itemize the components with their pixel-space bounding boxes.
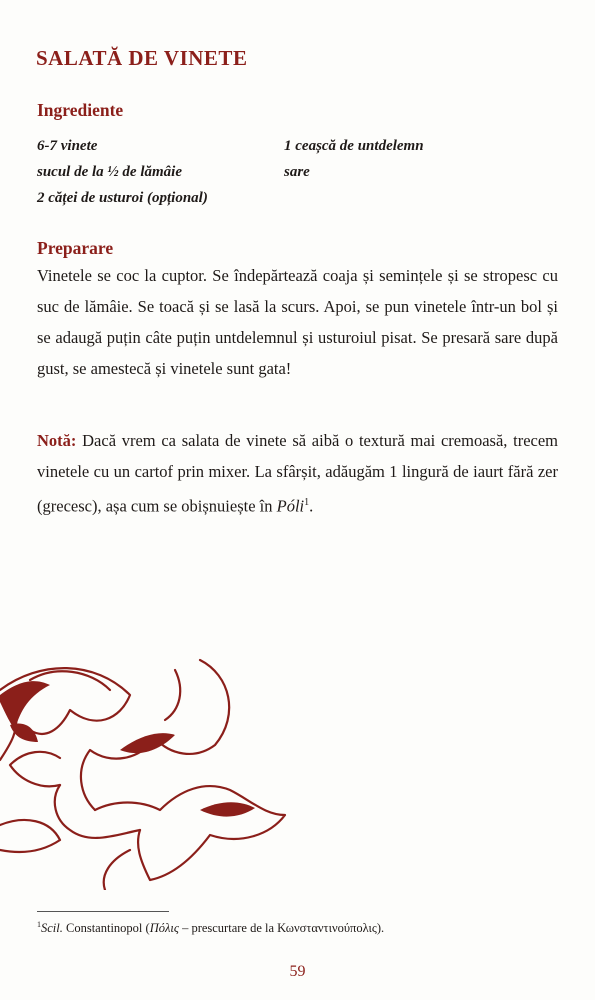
note-paragraph [37, 425, 558, 522]
note-end: . [309, 496, 314, 516]
footnote [37, 917, 567, 936]
vine-leaf-ornament-icon [0, 650, 300, 890]
ingredient-item: 2 căței de usturoi (opțional) [37, 190, 208, 206]
preparation-heading: Preparare [37, 238, 114, 258]
note-text: Dacă vrem ca salata de vinete să aibă o textură mai cremoasă, trecem vinetele cu un cartof prin mixer. La sfârșit, adăugăm 1 lingură de iaurt fără zer (grecesc), așa cum se obișnuiește în [37, 431, 558, 516]
footnote-text-a: Constantinopol ( [62, 921, 150, 936]
footnote-greek-full: Κωνσταντινούπολις [277, 921, 377, 936]
ingredients-heading: Ingrediente [37, 100, 124, 120]
footnote-reference[interactable]: 1 [304, 497, 310, 508]
ingredient-item: 1 ceașcă de untdelemn [284, 138, 424, 154]
footnote-abbr: Scil. [41, 921, 63, 936]
footnote-rule [37, 911, 169, 912]
ingredients-list-right [284, 133, 424, 185]
footnote-greek-short: Πόλις [149, 921, 179, 936]
recipe-title: SALATĂ DE VINETE [36, 46, 248, 70]
page-number: 59 [289, 963, 306, 980]
footnote-text-c: ). [376, 921, 385, 936]
note-italic-word: Póli [276, 496, 305, 516]
footnote-text-b: – prescurtare de la [178, 921, 278, 936]
note-label: Notă: [37, 431, 77, 450]
preparation-text: Vinetele se coc la cuptor. Se îndepărtează coaja și semințele și se stropesc cu suc de lămâie. Se toacă și se lasă la scurs. Apoi, se pun vinetele într-un bol și se adaugă puțin câte puțin untdelemnul și usturoiul pisat. Se presară sare după gust, se amestecă și vinetele sunt gata! [37, 266, 558, 378]
footnote-marker: 1 [37, 920, 41, 929]
ingredient-item: 6-7 vinete [37, 138, 98, 154]
ingredient-item: sucul de la ½ de lămâie [37, 164, 182, 180]
ingredient-item: sare [284, 164, 310, 180]
ingredients-list-left [37, 133, 208, 211]
